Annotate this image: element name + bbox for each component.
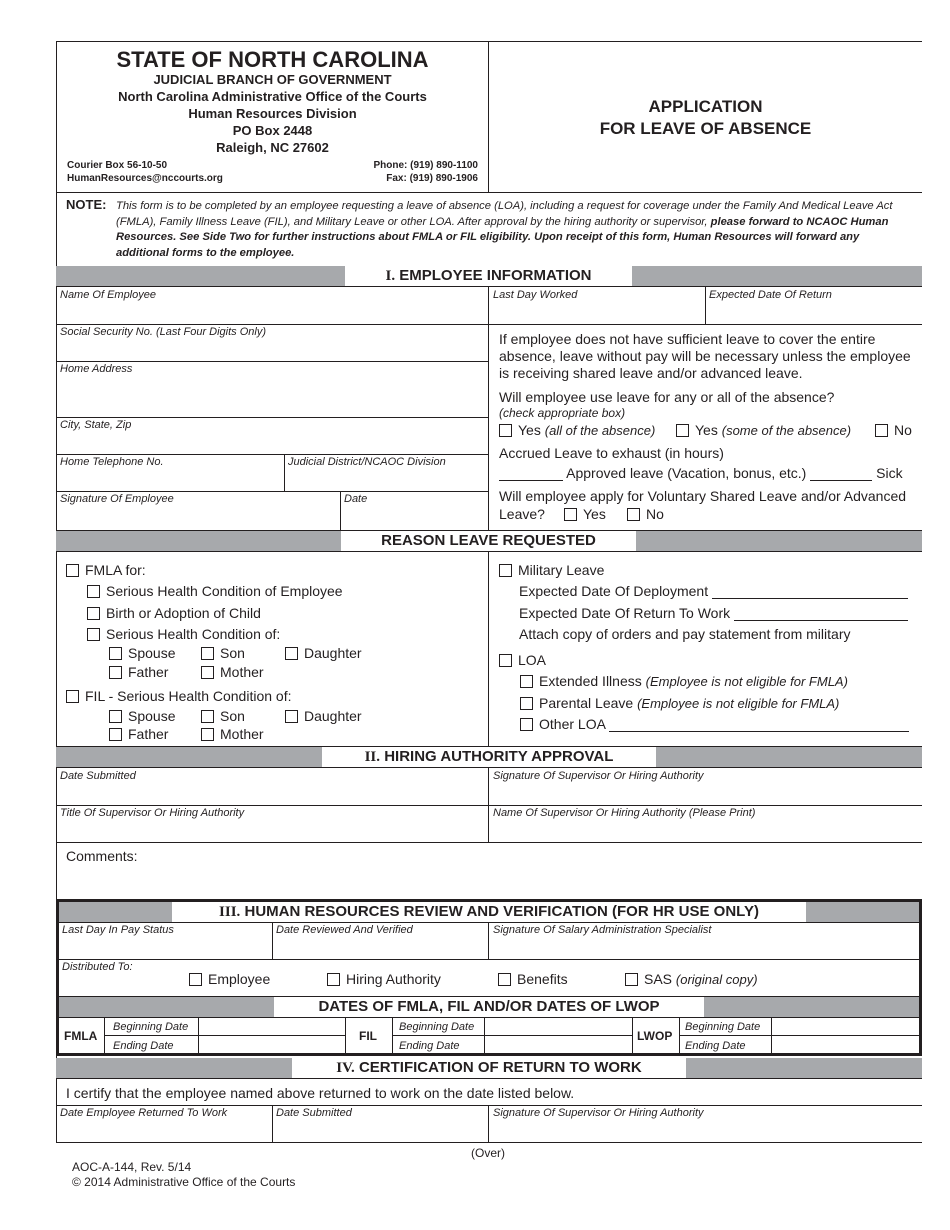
lwop-ending-field[interactable] — [772, 1036, 918, 1053]
note-text — [116, 199, 911, 261]
comments-label: Comments: — [66, 848, 138, 864]
fil-checkbox[interactable] — [66, 690, 79, 703]
city-state-zip-label: City, State, Zip — [60, 419, 132, 431]
other-loa-option[interactable]: Other LOA — [520, 716, 909, 732]
over-text: (Over) — [471, 1146, 505, 1160]
fil-daughter-option[interactable]: Daughter — [285, 708, 362, 724]
vs-no-option[interactable]: No — [627, 506, 664, 522]
state-title: STATE OF NORTH CAROLINA — [116, 47, 429, 72]
comments-field[interactable] — [57, 866, 921, 898]
attach-orders-text: Attach copy of orders and pay statement from military — [519, 626, 851, 642]
office-name: North Carolina Administrative Office of the Courts — [118, 89, 427, 104]
fax-number: Fax: (919) 890-1906 — [386, 173, 478, 184]
serious-employee-option[interactable]: Serious Health Condition of Employee — [87, 583, 343, 599]
vs-yes-checkbox[interactable] — [564, 508, 577, 521]
cert-supervisor-signature-label: Signature Of Supervisor Or Hiring Authority — [493, 1107, 704, 1119]
section1-title: I. EMPLOYEE INFORMATION — [345, 266, 632, 286]
vs-no-checkbox[interactable] — [627, 508, 640, 521]
fmla-for-option[interactable]: FMLA for: — [66, 562, 146, 578]
dates-title: DATES OF FMLA, FIL AND/OR DATES OF LWOP — [274, 997, 704, 1017]
fil-father-option[interactable]: Father — [109, 726, 168, 742]
judicial-branch: JUDICIAL BRANCH OF GOVERNMENT — [153, 72, 392, 87]
fil-son-option[interactable]: Son — [201, 708, 245, 724]
fmla-ending-label: Ending Date — [113, 1040, 174, 1052]
po-box: PO Box 2448 — [232, 123, 313, 138]
section3-title: III. HUMAN RESOURCES REVIEW AND VERIFICATION (FOR HR USE ONLY) — [172, 902, 806, 922]
fil-spouse-checkbox[interactable] — [109, 710, 122, 723]
supervisor-signature-label: Signature Of Supervisor Or Hiring Authority — [493, 770, 704, 782]
fmla-daughter-checkbox[interactable] — [285, 647, 298, 660]
employee-signature-label: Signature Of Employee — [60, 493, 174, 505]
fil-ending-label: Ending Date — [399, 1040, 460, 1052]
distributed-to-label: Distributed To: — [62, 961, 133, 973]
reason-title: REASON LEAVE REQUESTED — [341, 531, 636, 551]
dist-sas-option[interactable]: SAS (original copy) — [625, 971, 758, 987]
voluntary-shared-question: Will employee apply for Voluntary Shared Leave and/or Advanced — [499, 488, 907, 504]
serious-employee-checkbox[interactable] — [87, 585, 100, 598]
lwop-ending-label: Ending Date — [685, 1040, 746, 1052]
division-name: Human Resources Division — [188, 106, 357, 121]
date-reviewed-label: Date Reviewed And Verified — [276, 924, 413, 936]
fmla-checkbox[interactable] — [66, 564, 79, 577]
accrued-leave-text: Accrued Leave to exhaust (in hours) — [499, 445, 724, 461]
fil-ending-field[interactable] — [485, 1036, 631, 1053]
ssn-label: Social Security No. (Last Four Digits Only) — [60, 326, 267, 338]
fil-beginning-field[interactable] — [485, 1018, 631, 1035]
section4-title: IV. CERTIFICATION OF RETURN TO WORK — [292, 1058, 686, 1078]
fmla-father-option[interactable]: Father — [109, 664, 168, 680]
dist-benefits-option[interactable]: Benefits — [498, 971, 568, 987]
form-title-line1: APPLICATION — [648, 97, 763, 116]
salary-specialist-signature-label: Signature Of Salary Administration Specialist — [493, 924, 712, 936]
no-checkbox[interactable] — [875, 424, 888, 437]
serious-of-checkbox[interactable] — [87, 628, 100, 641]
copyright: © 2014 Administrative Office of the Courts — [72, 1175, 296, 1189]
name-of-employee-label: Name Of Employee — [60, 289, 156, 301]
vs-yes-option[interactable]: Yes — [564, 506, 606, 522]
name-of-employee-field[interactable] — [57, 300, 487, 322]
form-title-line2: FOR LEAVE OF ABSENCE — [599, 119, 812, 138]
yes-some-checkbox[interactable] — [676, 424, 689, 437]
deployment-line[interactable]: Expected Date Of Deployment — [519, 583, 908, 599]
military-leave-option[interactable]: Military Leave — [499, 562, 604, 578]
extended-checkbox[interactable] — [520, 675, 533, 688]
fmla-son-checkbox[interactable] — [201, 647, 214, 660]
dist-benefits-checkbox[interactable] — [498, 973, 511, 986]
fmla-spouse-checkbox[interactable] — [109, 647, 122, 660]
loa-option[interactable]: LOA — [499, 652, 546, 668]
note-label: NOTE: — [66, 197, 107, 212]
fmla-father-checkbox[interactable] — [109, 666, 122, 679]
lwop-beginning-label: Beginning Date — [685, 1021, 761, 1033]
other-loa-checkbox[interactable] — [520, 718, 533, 731]
fil-row-label: FIL — [359, 1029, 377, 1043]
city-address: Raleigh, NC 27602 — [216, 140, 329, 155]
fmla-beginning-label: Beginning Date — [113, 1021, 189, 1033]
fmla-spouse-option[interactable]: Spouse — [109, 645, 175, 661]
no-option[interactable]: No — [875, 422, 912, 438]
date-label: Date — [344, 493, 368, 505]
fil-mother-checkbox[interactable] — [201, 728, 214, 741]
fil-option[interactable]: FIL - Serious Health Condition of: — [66, 688, 291, 704]
check-box-instruction: (check appropriate box) — [499, 406, 626, 420]
supervisor-name-label: Name Of Supervisor Or Hiring Authority (Please Print) — [493, 807, 756, 819]
lwop-row-label: LWOP — [637, 1029, 673, 1043]
home-address-label: Home Address — [60, 363, 133, 375]
approved-leave-line[interactable]: Approved leave (Vacation, bonus, etc.) Sick — [499, 465, 903, 481]
fil-son-checkbox[interactable] — [201, 710, 214, 723]
parental-leave-option[interactable]: Parental Leave (Employee is not eligible for FMLA) — [520, 695, 839, 711]
last-day-worked-label: Last Day Worked — [493, 289, 578, 301]
cert-date-submitted-label: Date Submitted — [276, 1107, 352, 1119]
supervisor-title-label: Title Of Supervisor Or Hiring Authority — [60, 807, 245, 819]
certify-text: I certify that the employee named above returned to work on the date listed below. — [66, 1085, 575, 1101]
courier-box: Courier Box 56-10-50 — [67, 160, 168, 171]
fil-beginning-label: Beginning Date — [399, 1021, 475, 1033]
fmla-beginning-field[interactable] — [199, 1018, 344, 1035]
expected-return-label: Expected Date Of Return — [709, 289, 832, 301]
phone-number: Phone: (919) 890-1100 — [373, 160, 478, 171]
parental-checkbox[interactable] — [520, 697, 533, 710]
date-submitted-label: Date Submitted — [60, 770, 136, 782]
dist-sas-checkbox[interactable] — [625, 973, 638, 986]
birth-adoption-option[interactable]: Birth or Adoption of Child — [87, 605, 261, 621]
dist-employee-checkbox[interactable] — [189, 973, 202, 986]
section2-title: II. HIRING AUTHORITY APPROVAL — [322, 747, 656, 767]
will-use-leave-question: Will employee use leave for any or all of the absence? — [499, 389, 835, 405]
district-label: Judicial District/NCAOC Division — [288, 456, 446, 468]
lwop-beginning-field[interactable] — [772, 1018, 918, 1035]
form-id: AOC-A-144, Rev. 5/14 — [72, 1160, 192, 1174]
birth-adoption-checkbox[interactable] — [87, 607, 100, 620]
dist-employee-option[interactable]: Employee — [189, 971, 270, 987]
home-phone-label: Home Telephone No. — [60, 456, 164, 468]
extended-illness-option[interactable]: Extended Illness (Employee is not eligible for FMLA) — [520, 673, 848, 689]
hr-email: HumanResources@nccourts.org — [67, 173, 223, 184]
fmla-ending-field[interactable] — [199, 1036, 344, 1053]
military-checkbox[interactable] — [499, 564, 512, 577]
leave-question: Leave? — [499, 506, 545, 522]
yes-some-option[interactable]: Yes (some of the absence) — [676, 422, 851, 438]
fil-daughter-checkbox[interactable] — [285, 710, 298, 723]
fmla-son-option[interactable]: Son — [201, 645, 245, 661]
note-bold: please forward to NCAOC Human Resources. See Side Two for further instructions about FMLA or FIL eligibility. Upon receipt of this form, Human Resources will forward any additional forms to the employee. — [116, 215, 889, 259]
loa-checkbox[interactable] — [499, 654, 512, 667]
fmla-row-label: FMLA — [64, 1029, 98, 1043]
return-work-line[interactable]: Expected Date Of Return To Work — [519, 605, 908, 621]
dist-hiring-checkbox[interactable] — [327, 973, 340, 986]
serious-of-option[interactable]: Serious Health Condition of: — [87, 626, 280, 642]
last-day-pay-label: Last Day In Pay Status — [62, 924, 174, 936]
insufficient-leave-text: If employee does not have sufficient leave to cover the entire absence, leave without pay will be necessary unless the employee is receiving shared leave and/or advanced leave. — [499, 331, 911, 381]
fmla-mother-checkbox[interactable] — [201, 666, 214, 679]
fil-mother-option[interactable]: Mother — [201, 726, 264, 742]
dist-hiring-option[interactable]: Hiring Authority — [327, 971, 441, 987]
fmla-daughter-option[interactable]: Daughter — [285, 645, 362, 661]
fil-spouse-option[interactable]: Spouse — [109, 708, 175, 724]
yes-all-option[interactable]: Yes (all of the absence) — [499, 422, 655, 438]
fil-father-checkbox[interactable] — [109, 728, 122, 741]
fmla-mother-option[interactable]: Mother — [201, 664, 264, 680]
yes-all-checkbox[interactable] — [499, 424, 512, 437]
date-returned-label: Date Employee Returned To Work — [60, 1107, 228, 1119]
note-italic: This form is to be completed by an employee requesting a leave of absence (LOA), including a request for coverage under the Family And Medical Leave Act (FMLA), Family Illness Leave (FIL), and Military Leave or other LOA. After approval by the hiring authority or supervisor, — [116, 200, 893, 228]
